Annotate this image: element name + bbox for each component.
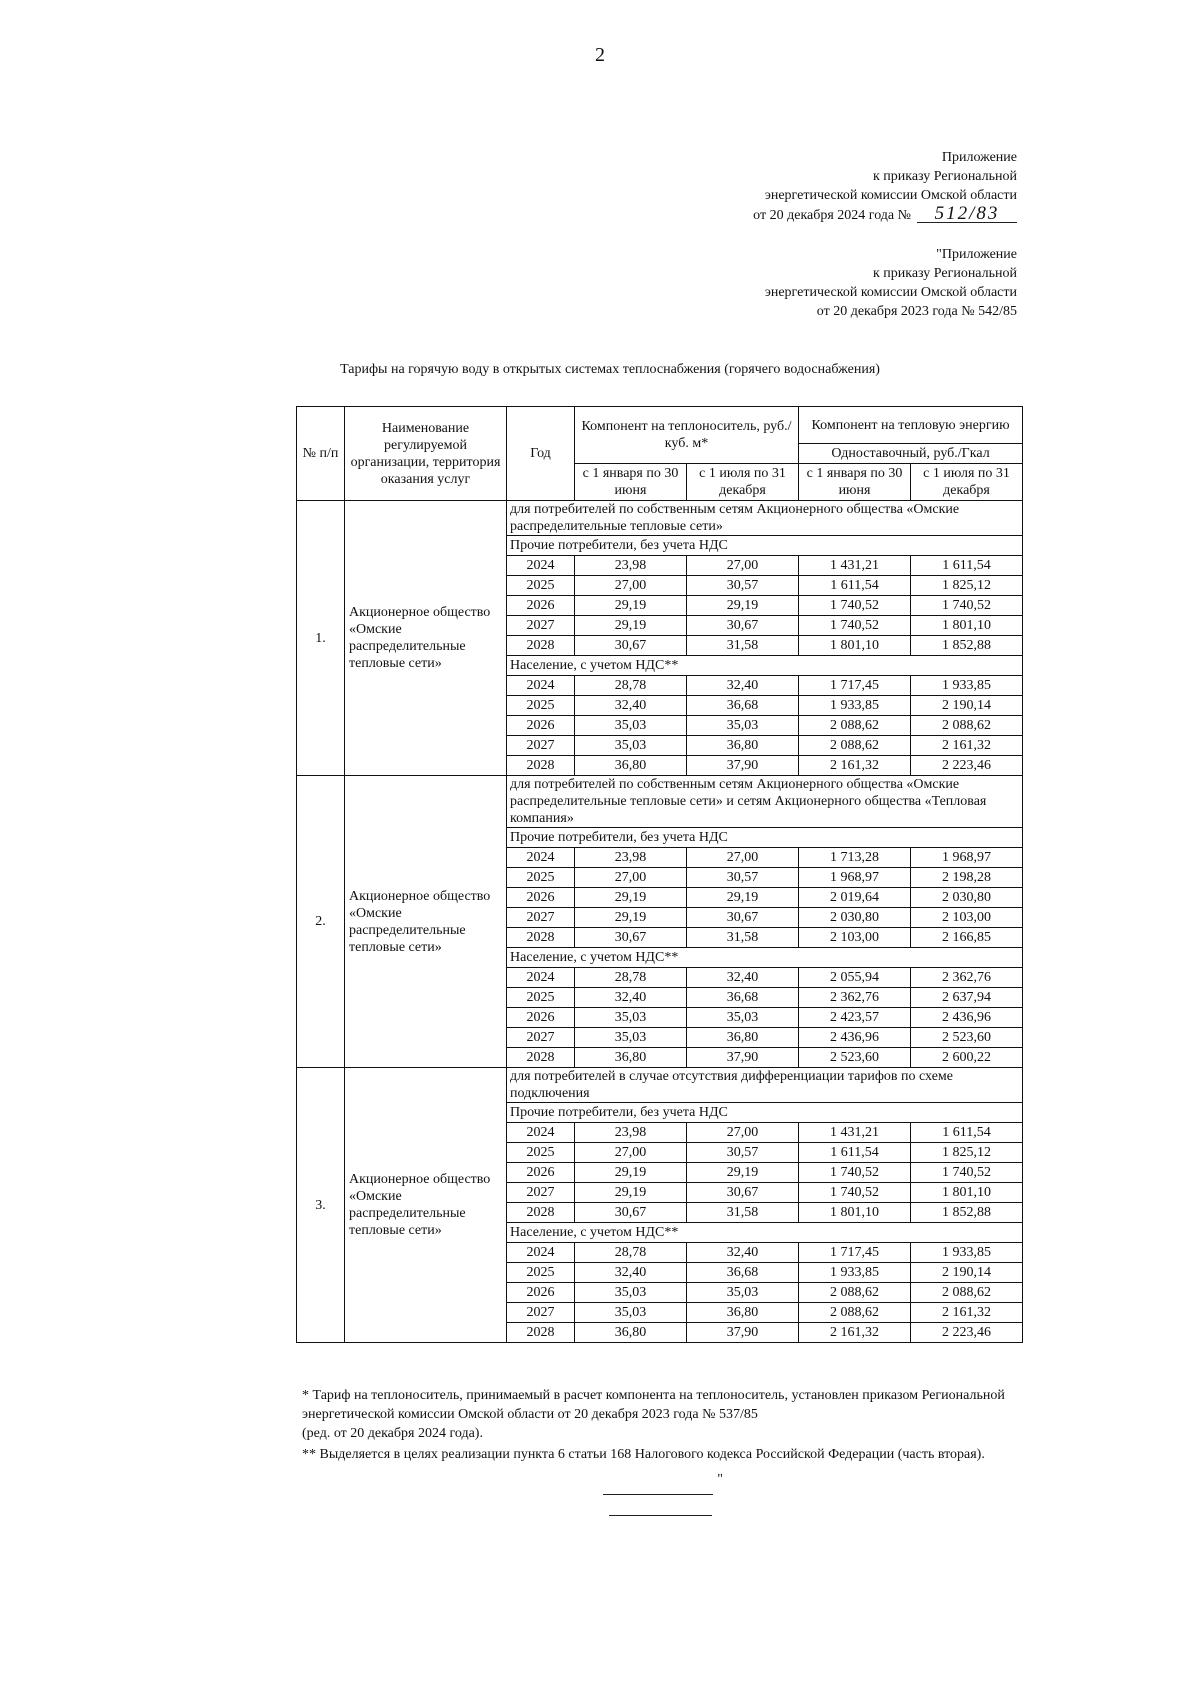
carrier-h2-cell: 35,03: [687, 1008, 799, 1028]
footnote-1: * Тариф на теплоноситель, принимаемый в расчет компонента на теплоноситель, установлен приказом Региональной энергетической комиссии Омской области от 20 декабря 2023 года № 537/85 (ред. от 20 декабря 2024 года).: [302, 1388, 1005, 1441]
carrier-h2-cell: 37,90: [687, 1323, 799, 1343]
handwritten-order-number: 512/83: [917, 205, 1017, 223]
section-title: для потребителей в случае отсутствия дифференциации тарифов по схеме подключения: [507, 1068, 1023, 1103]
year-cell: 2025: [507, 1263, 575, 1283]
consumer-group-label: Население, с учетом НДС**: [507, 948, 1023, 968]
energy-h2-cell: 2 088,62: [911, 716, 1023, 736]
carrier-h2-cell: 36,80: [687, 1028, 799, 1048]
carrier-h2-cell: 31,58: [687, 1203, 799, 1223]
footnotes: [302, 1386, 1032, 1466]
carrier-h2-cell: 37,90: [687, 756, 799, 776]
section-organization: Акционерное общество «Омские распределительные тепловые сети»: [345, 776, 507, 1068]
carrier-h2-cell: 31,58: [687, 928, 799, 948]
energy-h2-cell: 2 523,60: [911, 1028, 1023, 1048]
header-carrier: Компонент на теплоноситель, руб./куб. м*: [575, 407, 799, 464]
energy-h1-cell: 1 431,21: [799, 1123, 911, 1143]
header-year: Год: [507, 407, 575, 501]
carrier-h1-cell: 35,03: [575, 716, 687, 736]
carrier-h1-cell: 35,03: [575, 736, 687, 756]
document-title: Тарифы на горячую воду в открытых системах теплоснабжения (горячего водоснабжения): [340, 362, 880, 377]
year-cell: 2025: [507, 1143, 575, 1163]
energy-h1-cell: 1 933,85: [799, 1263, 911, 1283]
end-signature-line: [603, 1472, 723, 1495]
energy-h2-cell: 2 190,14: [911, 1263, 1023, 1283]
energy-h1-cell: 1 933,85: [799, 696, 911, 716]
carrier-h1-cell: 29,19: [575, 888, 687, 908]
footnote-2: ** Выделяется в целях реализации пункта 6 статьи 168 Налогового кодекса Российской Федерации (часть вторая).: [302, 1447, 985, 1462]
carrier-h1-cell: 27,00: [575, 576, 687, 596]
carrier-h2-cell: 30,67: [687, 616, 799, 636]
section-number: 1.: [297, 501, 345, 776]
year-cell: 2025: [507, 576, 575, 596]
appendix-date-line: [753, 205, 1017, 225]
carrier-h2-cell: 30,67: [687, 908, 799, 928]
energy-h2-cell: 1 852,88: [911, 1203, 1023, 1223]
page-number: 2: [595, 44, 605, 66]
carrier-h1-cell: 23,98: [575, 1123, 687, 1143]
energy-h1-cell: 1 740,52: [799, 1183, 911, 1203]
appendix-header-old: [765, 245, 1017, 321]
tariff-table: [296, 406, 1023, 1343]
section-title: для потребителей по собственным сетям Акционерного общества «Омские распределительные тепловые сети» и сетям Акционерного общества «Тепловая компания»: [507, 776, 1023, 828]
header-num: № п/п: [297, 407, 345, 501]
energy-h2-cell: 2 362,76: [911, 968, 1023, 988]
carrier-h1-cell: 27,00: [575, 1143, 687, 1163]
energy-h1-cell: 1 801,10: [799, 1203, 911, 1223]
energy-h1-cell: 1 740,52: [799, 1163, 911, 1183]
carrier-h2-cell: 32,40: [687, 968, 799, 988]
carrier-h2-cell: 31,58: [687, 636, 799, 656]
carrier-h1-cell: 32,40: [575, 696, 687, 716]
year-cell: 2028: [507, 1323, 575, 1343]
energy-h1-cell: 1 717,45: [799, 1243, 911, 1263]
carrier-h2-cell: 30,57: [687, 576, 799, 596]
carrier-h2-cell: 27,00: [687, 1123, 799, 1143]
energy-h2-cell: 2 030,80: [911, 888, 1023, 908]
carrier-h1-cell: 32,40: [575, 988, 687, 1008]
carrier-h2-cell: 37,90: [687, 1048, 799, 1068]
carrier-h1-cell: 35,03: [575, 1283, 687, 1303]
energy-h2-cell: 2 637,94: [911, 988, 1023, 1008]
carrier-h2-cell: 30,67: [687, 1183, 799, 1203]
year-cell: 2024: [507, 1243, 575, 1263]
carrier-h1-cell: 27,00: [575, 868, 687, 888]
consumer-group-label: Прочие потребители, без учета НДС: [507, 828, 1023, 848]
year-cell: 2027: [507, 1303, 575, 1323]
energy-h2-cell: 2 198,28: [911, 868, 1023, 888]
energy-h2-cell: 1 740,52: [911, 1163, 1023, 1183]
carrier-h2-cell: 36,68: [687, 988, 799, 1008]
energy-h2-cell: 1 801,10: [911, 1183, 1023, 1203]
carrier-h1-cell: 23,98: [575, 848, 687, 868]
carrier-h1-cell: 29,19: [575, 908, 687, 928]
year-cell: 2025: [507, 696, 575, 716]
energy-h1-cell: 2 055,94: [799, 968, 911, 988]
closing-quote: ": [717, 1472, 723, 1487]
carrier-h2-cell: 36,68: [687, 696, 799, 716]
carrier-h2-cell: 32,40: [687, 676, 799, 696]
section-title-row: [297, 501, 1023, 536]
carrier-h1-cell: 36,80: [575, 1048, 687, 1068]
carrier-h1-cell: 29,19: [575, 596, 687, 616]
carrier-h2-cell: 30,57: [687, 1143, 799, 1163]
carrier-h2-cell: 29,19: [687, 1163, 799, 1183]
year-cell: 2026: [507, 716, 575, 736]
energy-h1-cell: 2 103,00: [799, 928, 911, 948]
energy-h2-cell: 1 611,54: [911, 1123, 1023, 1143]
year-cell: 2026: [507, 1163, 575, 1183]
energy-h2-cell: 2 223,46: [911, 1323, 1023, 1343]
carrier-h2-cell: 27,00: [687, 556, 799, 576]
carrier-h1-cell: 35,03: [575, 1008, 687, 1028]
energy-h2-cell: 1 968,97: [911, 848, 1023, 868]
energy-h1-cell: 2 088,62: [799, 716, 911, 736]
year-cell: 2024: [507, 676, 575, 696]
appendix-line: энергетической комиссии Омской области: [764, 285, 1017, 300]
energy-h1-cell: 1 611,54: [799, 1143, 911, 1163]
carrier-h1-cell: 32,40: [575, 1263, 687, 1283]
energy-h1-cell: 2 088,62: [799, 736, 911, 756]
header-energy: Компонент на тепловую энергию: [799, 407, 1023, 444]
carrier-h1-cell: 28,78: [575, 676, 687, 696]
header-period: с 1 июля по 31 декабря: [687, 464, 799, 501]
energy-h2-cell: 1 611,54: [911, 556, 1023, 576]
year-cell: 2027: [507, 736, 575, 756]
carrier-h1-cell: 29,19: [575, 616, 687, 636]
energy-h1-cell: 1 740,52: [799, 616, 911, 636]
carrier-h2-cell: 29,19: [687, 596, 799, 616]
energy-h2-cell: 2 088,62: [911, 1283, 1023, 1303]
energy-h1-cell: 2 088,62: [799, 1283, 911, 1303]
year-cell: 2027: [507, 908, 575, 928]
carrier-h2-cell: 29,19: [687, 888, 799, 908]
carrier-h2-cell: 36,80: [687, 1303, 799, 1323]
appendix-line: "Приложение: [936, 247, 1017, 262]
section-title-row: [297, 776, 1023, 828]
carrier-h2-cell: 30,57: [687, 868, 799, 888]
carrier-h2-cell: 36,80: [687, 736, 799, 756]
consumer-group-label: Население, с учетом НДС**: [507, 1223, 1023, 1243]
year-cell: 2026: [507, 596, 575, 616]
year-cell: 2026: [507, 1008, 575, 1028]
energy-h2-cell: 2 103,00: [911, 908, 1023, 928]
appendix-line: к приказу Региональной: [872, 169, 1017, 184]
energy-h1-cell: 1 611,54: [799, 576, 911, 596]
consumer-group-label: Прочие потребители, без учета НДС: [507, 536, 1023, 556]
carrier-h1-cell: 35,03: [575, 1028, 687, 1048]
header-energy-rate: Одноставочный, руб./Гкал: [799, 444, 1023, 464]
end-divider: [609, 1515, 712, 1516]
carrier-h1-cell: 30,67: [575, 928, 687, 948]
section-organization: Акционерное общество «Омские распределительные тепловые сети»: [345, 1068, 507, 1343]
carrier-h1-cell: 28,78: [575, 1243, 687, 1263]
year-cell: 2027: [507, 616, 575, 636]
header-period: с 1 января по 30 июня: [799, 464, 911, 501]
energy-h1-cell: 1 801,10: [799, 636, 911, 656]
year-cell: 2028: [507, 1048, 575, 1068]
energy-h2-cell: 2 161,32: [911, 736, 1023, 756]
energy-h2-cell: 2 436,96: [911, 1008, 1023, 1028]
section-organization: Акционерное общество «Омские распределительные тепловые сети»: [345, 501, 507, 776]
energy-h2-cell: 1 825,12: [911, 576, 1023, 596]
year-cell: 2025: [507, 988, 575, 1008]
year-cell: 2028: [507, 636, 575, 656]
section-number: 3.: [297, 1068, 345, 1343]
year-cell: 2024: [507, 968, 575, 988]
carrier-h1-cell: 36,80: [575, 756, 687, 776]
energy-h2-cell: 2 161,32: [911, 1303, 1023, 1323]
energy-h2-cell: 1 933,85: [911, 676, 1023, 696]
year-cell: 2028: [507, 756, 575, 776]
header-period: с 1 июля по 31 декабря: [911, 464, 1023, 501]
carrier-h2-cell: 36,68: [687, 1263, 799, 1283]
carrier-h1-cell: 29,19: [575, 1163, 687, 1183]
year-cell: 2028: [507, 928, 575, 948]
energy-h2-cell: 1 852,88: [911, 636, 1023, 656]
energy-h2-cell: 2 600,22: [911, 1048, 1023, 1068]
header-period: с 1 января по 30 июня: [575, 464, 687, 501]
appendix-date: от 20 декабря 2024 года №: [753, 208, 911, 223]
energy-h2-cell: 1 825,12: [911, 1143, 1023, 1163]
carrier-h1-cell: 30,67: [575, 1203, 687, 1223]
energy-h1-cell: 2 362,76: [799, 988, 911, 1008]
section-title-row: [297, 1068, 1023, 1103]
year-cell: 2025: [507, 868, 575, 888]
energy-h1-cell: 1 968,97: [799, 868, 911, 888]
carrier-h1-cell: 28,78: [575, 968, 687, 988]
energy-h1-cell: 2 436,96: [799, 1028, 911, 1048]
year-cell: 2024: [507, 556, 575, 576]
appendix-line: энергетической комиссии Омской области: [764, 188, 1017, 203]
carrier-h1-cell: 30,67: [575, 636, 687, 656]
appendix-line: Приложение: [941, 150, 1017, 165]
consumer-group-label: Прочие потребители, без учета НДС: [507, 1103, 1023, 1123]
energy-h1-cell: 1 740,52: [799, 596, 911, 616]
energy-h2-cell: 1 801,10: [911, 616, 1023, 636]
tariff-table-body: [297, 501, 1023, 1343]
energy-h1-cell: 2 088,62: [799, 1303, 911, 1323]
energy-h2-cell: 2 166,85: [911, 928, 1023, 948]
carrier-h1-cell: 23,98: [575, 556, 687, 576]
energy-h2-cell: 1 740,52: [911, 596, 1023, 616]
carrier-h2-cell: 32,40: [687, 1243, 799, 1263]
section-title: для потребителей по собственным сетям Акционерного общества «Омские распределительные тепловые сети»: [507, 501, 1023, 536]
appendix-line: к приказу Региональной: [872, 266, 1017, 281]
section-number: 2.: [297, 776, 345, 1068]
year-cell: 2027: [507, 1183, 575, 1203]
energy-h2-cell: 1 933,85: [911, 1243, 1023, 1263]
energy-h1-cell: 2 161,32: [799, 756, 911, 776]
carrier-h2-cell: 35,03: [687, 1283, 799, 1303]
carrier-h1-cell: 36,80: [575, 1323, 687, 1343]
year-cell: 2027: [507, 1028, 575, 1048]
year-cell: 2024: [507, 1123, 575, 1143]
energy-h1-cell: 2 523,60: [799, 1048, 911, 1068]
consumer-group-label: Население, с учетом НДС**: [507, 656, 1023, 676]
year-cell: 2026: [507, 1283, 575, 1303]
carrier-h1-cell: 29,19: [575, 1183, 687, 1203]
carrier-h2-cell: 35,03: [687, 716, 799, 736]
energy-h1-cell: 2 423,57: [799, 1008, 911, 1028]
energy-h1-cell: 1 713,28: [799, 848, 911, 868]
year-cell: 2024: [507, 848, 575, 868]
energy-h1-cell: 1 431,21: [799, 556, 911, 576]
year-cell: 2026: [507, 888, 575, 908]
year-cell: 2028: [507, 1203, 575, 1223]
carrier-h1-cell: 35,03: [575, 1303, 687, 1323]
energy-h2-cell: 2 223,46: [911, 756, 1023, 776]
energy-h1-cell: 1 717,45: [799, 676, 911, 696]
energy-h2-cell: 2 190,14: [911, 696, 1023, 716]
appendix-line: от 20 декабря 2023 года № 542/85: [816, 304, 1017, 319]
appendix-header-new: [753, 148, 1017, 225]
header-org: Наименование регулируемой организации, территория оказания услуг: [345, 407, 507, 501]
energy-h1-cell: 2 030,80: [799, 908, 911, 928]
carrier-h2-cell: 27,00: [687, 848, 799, 868]
energy-h1-cell: 2 161,32: [799, 1323, 911, 1343]
energy-h1-cell: 2 019,64: [799, 888, 911, 908]
